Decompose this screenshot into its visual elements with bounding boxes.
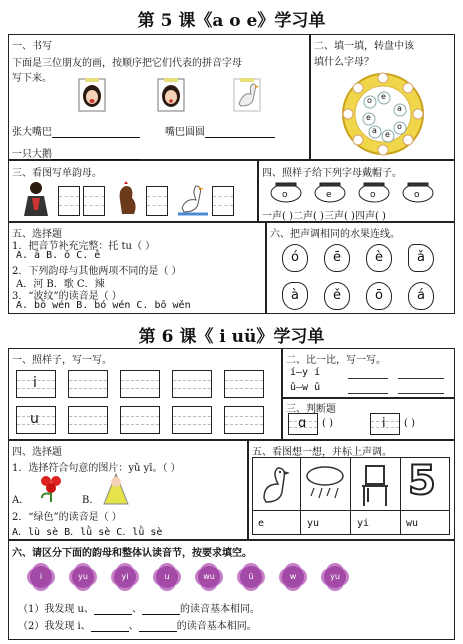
tone-col-3 (400, 457, 401, 535)
hat-row (268, 178, 448, 204)
l5-s1-line-b (165, 123, 275, 138)
copy-box[interactable] (120, 406, 160, 434)
answer-blank[interactable] (348, 378, 388, 379)
answer-blank[interactable] (94, 614, 132, 615)
raincoat-picture[interactable] (100, 470, 132, 506)
goose-icon (258, 462, 296, 506)
copy-letter-i: i (33, 375, 37, 391)
fill-2-end: 的读音基本相同。 (176, 621, 257, 632)
l6-s4-q2: 2．“绿色”的读音是（ ） (12, 512, 122, 523)
wheel-letter: e (385, 130, 390, 139)
copy-box[interactable] (224, 370, 264, 398)
syllable-flower: yu (72, 566, 94, 588)
l6-s3-heading: 三、判断题 (286, 404, 336, 415)
flower-picture[interactable] (36, 472, 66, 502)
answer-blank[interactable] (398, 393, 444, 394)
l5-s1-line-a (12, 123, 140, 138)
l5-s1-label-c: 一只大鹅 (12, 149, 52, 160)
svg-text:o: o (282, 190, 288, 200)
copy-box[interactable] (224, 406, 264, 434)
fruit-top[interactable]: ē (324, 244, 350, 272)
copy-box[interactable] (68, 406, 108, 434)
syllable-flower: w (282, 566, 304, 588)
answer-blank[interactable] (398, 378, 444, 379)
rooster-picture (112, 180, 142, 220)
fill-1-label: （1）我发现 u、 (18, 604, 94, 615)
l5-s3-heading: 三、看图写单韵母。 (12, 168, 102, 179)
judge-mark[interactable]: ( ) (322, 418, 333, 429)
copy-box[interactable] (172, 406, 212, 434)
fill-1-end: 的读音基本相同。 (179, 604, 260, 615)
syllable-flower: u (156, 566, 178, 588)
l5-s2-heading: 二、填一填，转盘中该 (314, 41, 414, 52)
tone-label[interactable]: e (258, 518, 265, 529)
wheel-letter: e (381, 92, 386, 101)
fruit-bottom[interactable]: ō (366, 282, 392, 310)
fruit-bottom[interactable]: à (282, 282, 308, 310)
l6-s1-heading: 一、照样子，写一写。 (12, 355, 112, 366)
l5-s5-q2: 2．下列韵母与其他两项不同的是（ ） (12, 266, 182, 277)
write-box[interactable] (58, 186, 80, 216)
syllable-flower: yi (114, 566, 136, 588)
write-box[interactable] (146, 186, 168, 216)
chair-icon (356, 462, 394, 508)
l5-s5-q1: 1．把音节补充完整：托 tu（ ） (12, 241, 156, 252)
wheel-letters (338, 70, 428, 158)
tone-label[interactable]: wu (406, 518, 419, 529)
tone-col-2 (350, 457, 351, 535)
judge-letter-a: ɑ (298, 416, 307, 431)
l5-s5-heading: 五、选择题 (12, 229, 62, 240)
l5-s2-text: 填什么字母？ (314, 57, 374, 68)
option-a-label[interactable]: A． (12, 495, 30, 506)
wheel-letter: e (366, 113, 371, 122)
judge-box (288, 413, 318, 435)
l5-s1-heading: 一、书写 (12, 41, 52, 52)
l6-s6-fill-1: （1）我发现 u、 、 的读音基本相同。 (18, 604, 260, 615)
syllable-flower: wu (198, 566, 220, 588)
answer-blank-b[interactable] (205, 137, 275, 138)
fill-2-label: （2）我发现 i、 (18, 621, 91, 632)
l5-s1-text2: 写下来。 (12, 73, 52, 84)
option-b-label[interactable]: B． (82, 495, 100, 506)
l5-s6-heading: 六、把声调相同的水果连线。 (270, 229, 400, 240)
svg-text:o: o (370, 190, 376, 200)
svg-text:e: e (326, 190, 332, 200)
l6-s4-heading: 四、选择题 (12, 447, 62, 458)
l5-s1-line-c (12, 145, 140, 160)
copy-box[interactable] (120, 370, 160, 398)
wheel-letter: o (367, 96, 372, 105)
judge-letter-i: i (382, 416, 386, 431)
wheel-letter: a (397, 104, 402, 113)
answer-blank[interactable] (348, 393, 388, 394)
l6-s2-line2: ǔ—w ǔ (290, 382, 321, 393)
doctor-picture (18, 180, 54, 220)
l5-s5-q2-options[interactable]: A．河 B．歌 C．辣 (16, 279, 105, 290)
l6-s6-heading: 六、请区分下面的韵母和整体认读音节，按要求填空。 (12, 548, 252, 559)
fruit-top[interactable]: ó (282, 244, 308, 272)
syllable-flower: yu (324, 566, 346, 588)
write-box[interactable] (83, 186, 105, 216)
syllable-flower: i (30, 566, 52, 588)
copy-box[interactable] (16, 370, 56, 398)
copy-letter-u: u (30, 411, 39, 427)
l6-s2-line1: í—y í (290, 367, 321, 378)
tone-label[interactable]: yu (307, 518, 320, 529)
fruit-bottom[interactable]: á (408, 282, 434, 310)
answer-blank-a[interactable] (52, 137, 140, 138)
fruit-top[interactable]: ǎ (408, 244, 434, 272)
l5-s4-answers: 一声( )二声( )三声( )四声( ) (262, 211, 386, 222)
number-five-icon: 5 (408, 458, 436, 504)
goose-picture (233, 78, 261, 112)
l5-s1-text1: 下面是三位朋友的画，按顺序把它们代表的拼音字母 (12, 58, 242, 69)
wheel-letter: a (372, 126, 377, 135)
answer-blank[interactable] (91, 631, 129, 632)
l5-s5-q3-options[interactable]: A. bō wén B. bó wén C. bō wěn (16, 300, 191, 311)
answer-blank[interactable] (139, 631, 177, 632)
l5-s5-q1-options[interactable]: A. ā B. ō C. ē (16, 250, 101, 261)
rain-cloud-icon (304, 464, 346, 504)
swan-picture (178, 182, 208, 218)
copy-box[interactable] (172, 370, 212, 398)
copy-box[interactable] (68, 370, 108, 398)
answer-blank[interactable] (142, 614, 180, 615)
syllable-flower: ü (240, 566, 262, 588)
wheel-letter: o (397, 122, 402, 131)
l6-s4-q2-options[interactable]: A．lù sè B．lǜ sè C．lǜ sè (12, 527, 163, 538)
l5-s5-q3: 3．“波纹”的读音是（ ） (12, 291, 122, 302)
judge-box (370, 413, 400, 435)
lesson5-title: 第 5 课《a o e》学习单 (137, 11, 326, 31)
fruit-top[interactable]: è (366, 244, 392, 272)
l5-s1-label-a: 张大嘴巴 (12, 127, 52, 138)
girl-mouth-open-picture (78, 78, 106, 112)
l6-s4-q1: 1．选择符合句意的图片：yǔ yī。（ ） (12, 463, 181, 474)
l6-s2-heading: 二、比一比，写一写。 (286, 355, 386, 366)
tone-label[interactable]: yi (357, 518, 370, 529)
l6-s6-fill-2: （2）我发现 i、 、 的读音基本相同。 (18, 621, 257, 632)
lesson6-title: 第 6 课《 i uü》学习单 (138, 327, 325, 347)
l5-s4-heading: 四、照样子给下列字母戴帽子。 (262, 168, 402, 179)
l5-s1-label-b: 嘴巴圆圆 (165, 127, 205, 138)
copy-box[interactable] (16, 406, 56, 434)
tone-table-divider (252, 510, 450, 511)
fruit-bottom[interactable]: ě (324, 282, 350, 310)
svg-text:o: o (414, 190, 420, 200)
girl-mouth-round-picture (157, 78, 185, 112)
tone-col-1 (300, 457, 301, 535)
judge-mark[interactable]: ( ) (404, 418, 415, 429)
write-box[interactable] (212, 186, 234, 216)
l6-s5-heading: 五、看图想一想，并标上声调。 (252, 447, 392, 458)
